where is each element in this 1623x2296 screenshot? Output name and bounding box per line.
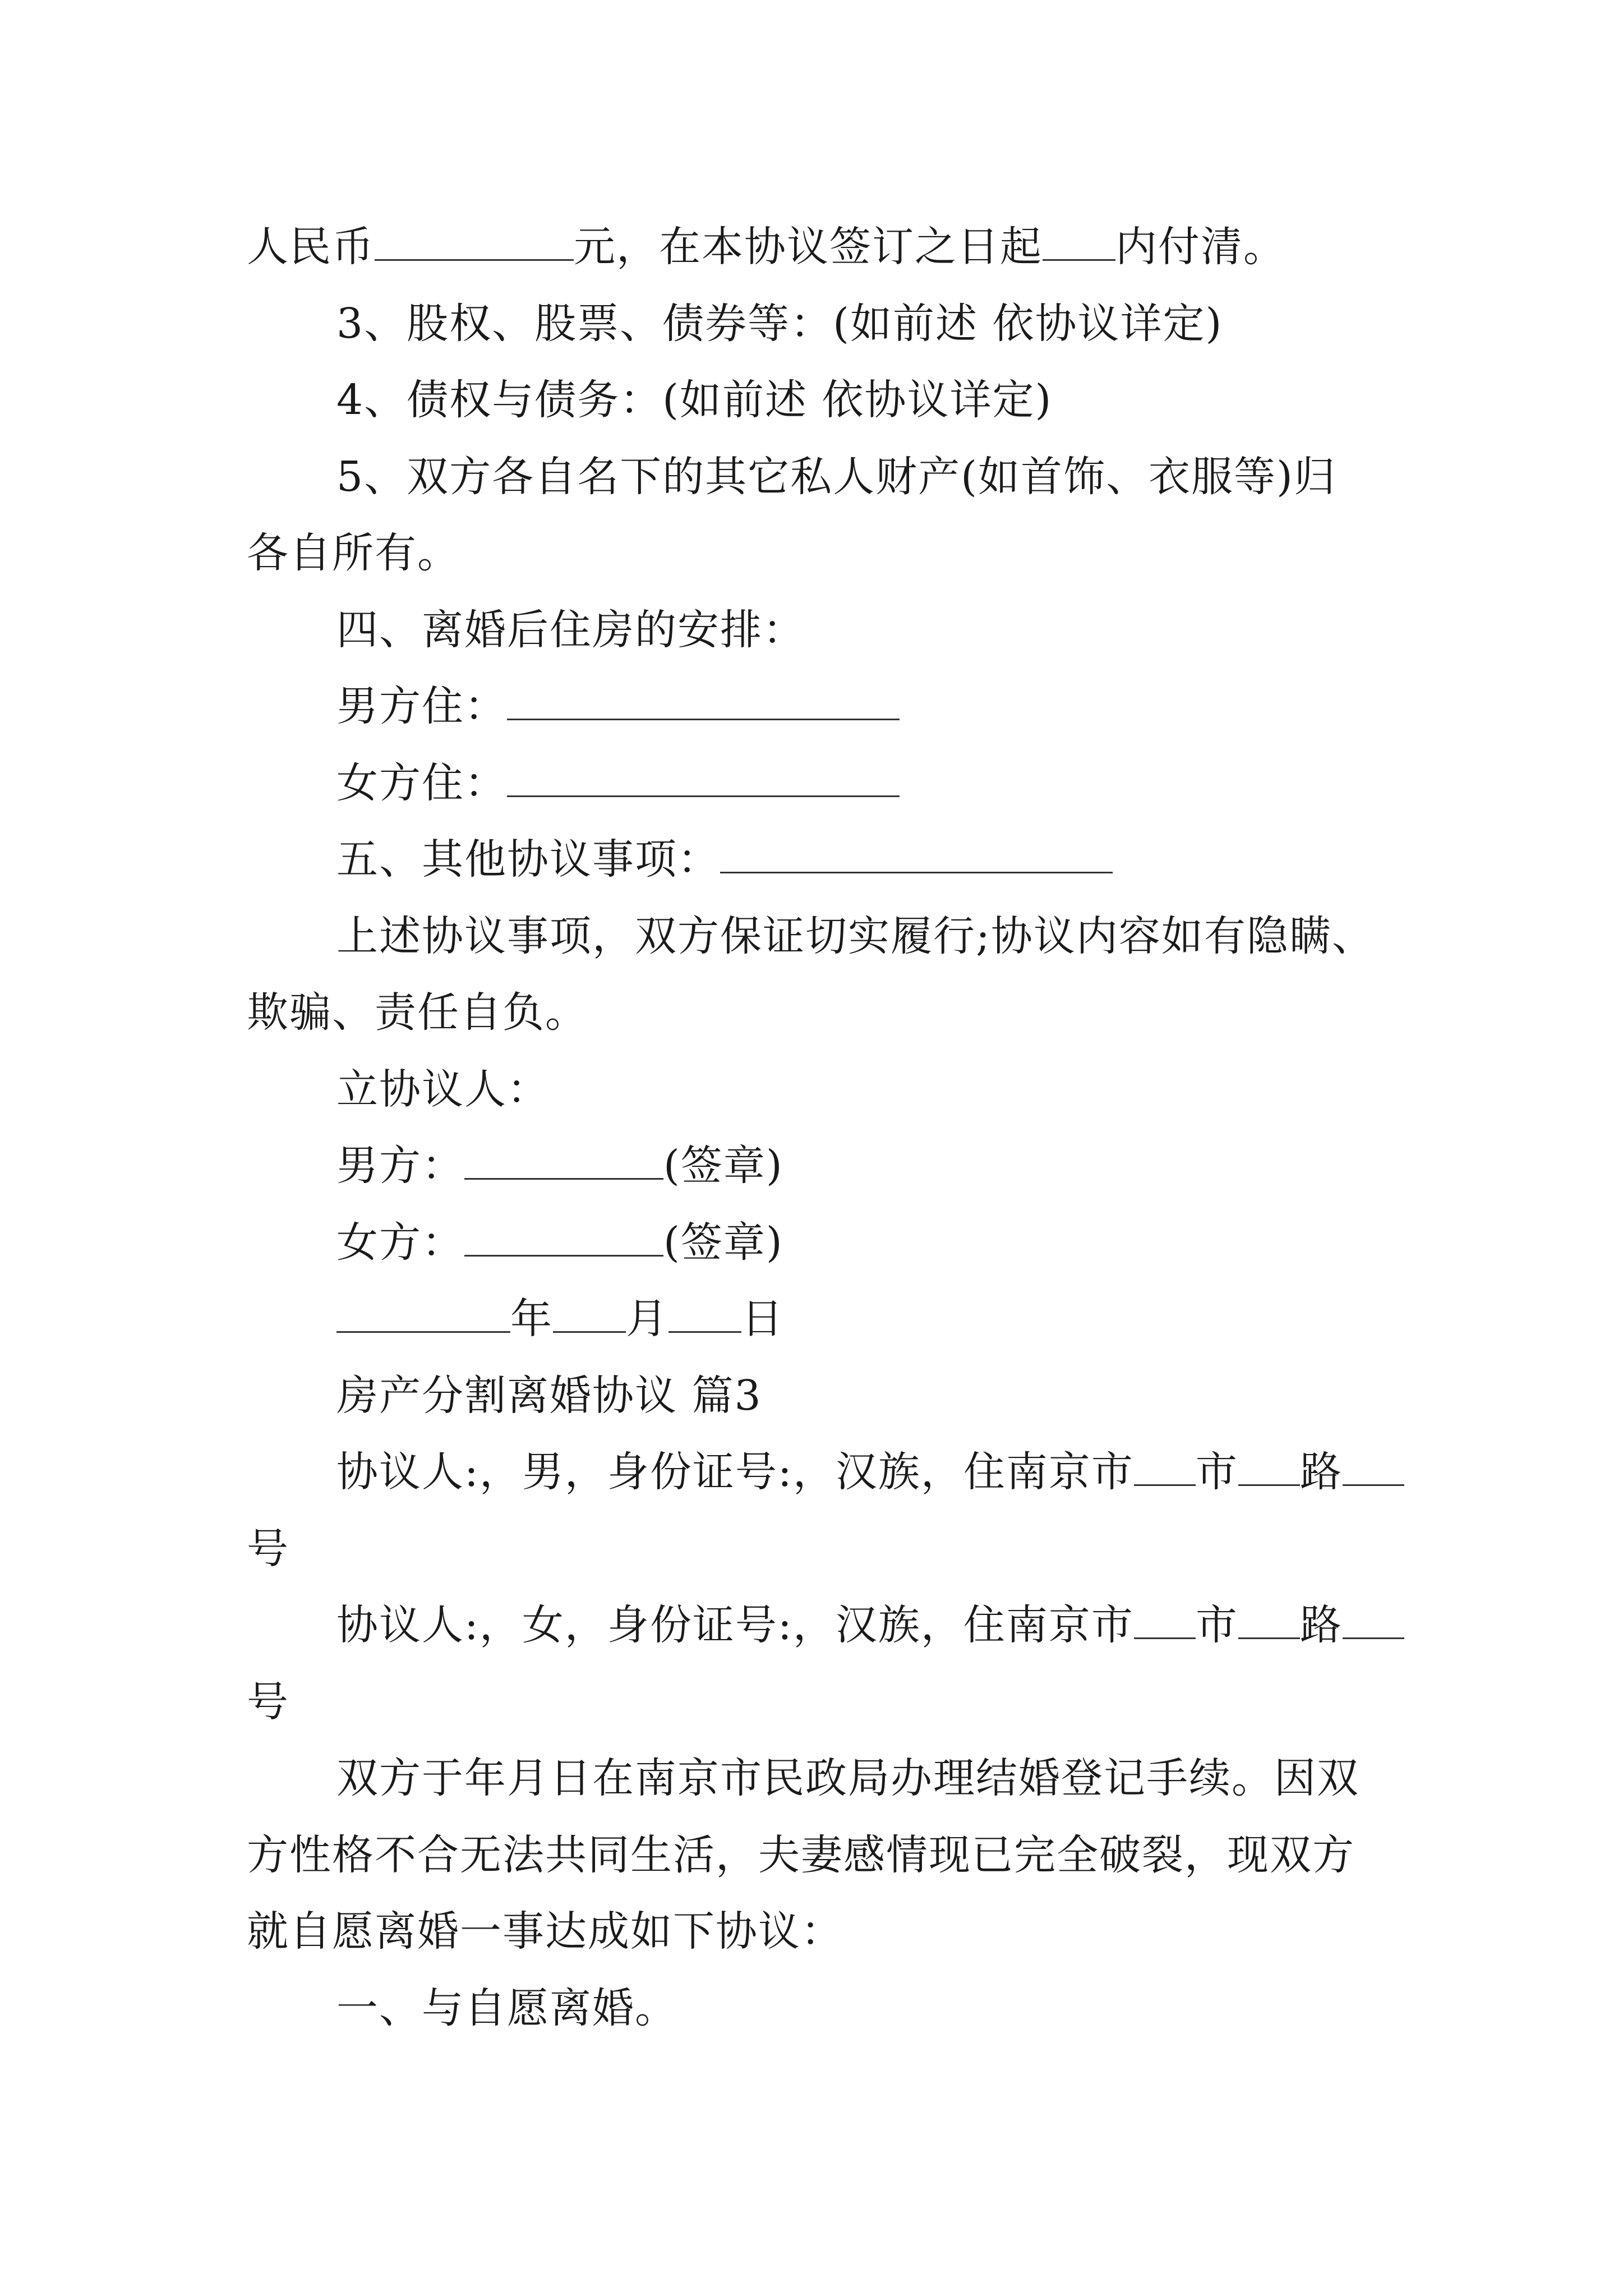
text-line: 立协议人： [336, 1065, 550, 1114]
blank-field [1238, 1604, 1300, 1639]
text-line: 上述协议事项，双方保证切实履行;协议内容如有隐瞒、 [336, 912, 1375, 960]
text-segment: 女方住： [336, 758, 507, 807]
text-segment: 路 [1299, 1601, 1343, 1649]
text-segment: 男方： [336, 1142, 464, 1190]
text-line: 号 [247, 1677, 289, 1726]
text-line: 3、股权、股票、债券等：(如前述 依协议详定) [336, 299, 1223, 348]
text-line: 各自所有。 [247, 529, 460, 577]
text-line: 5、双方各自名下的其它私人财产(如首饰、衣服等)归 [336, 452, 1336, 501]
text-segment: 内付清。 [1115, 223, 1286, 271]
text-line: 4、债权与债务：(如前述 依协议详定) [336, 376, 1053, 424]
text-segment: 路 [1299, 1448, 1343, 1496]
section-heading: 四、离婚后住房的安排： [336, 605, 805, 654]
text-segment: 人民币 [247, 223, 375, 271]
text-line [247, 1587, 1427, 1664]
text-line: 欺骗、责任自负。 [247, 988, 588, 1037]
text-line [247, 1434, 1427, 1511]
blank-field [1134, 1604, 1196, 1639]
text-segment: 男方住： [336, 682, 507, 730]
text-segment: 日 [741, 1295, 784, 1343]
blank-field [464, 1144, 663, 1180]
text-line: 号 [247, 1524, 289, 1573]
text-line [247, 668, 1427, 745]
text-segment: 市 [1195, 1601, 1238, 1649]
signature-line [247, 1128, 1427, 1204]
text-line: 方性格不合无法共同生活，夫妻感情现已完全破裂，现双方 [247, 1830, 1355, 1879]
section-heading: 一、与自愿离婚。 [336, 1984, 677, 2032]
date-line [247, 1281, 1427, 1358]
blank-field [1134, 1451, 1196, 1486]
blank-field [668, 1297, 741, 1333]
text-segment: 市 [1195, 1448, 1238, 1496]
blank-field [375, 226, 574, 261]
text-segment: 协议人:，男，身份证号:，汉族，住南京市 [336, 1448, 1134, 1496]
blank-field [553, 1297, 626, 1333]
text-segment: 女方： [336, 1218, 464, 1267]
text-segment: 五、其他协议事项： [336, 835, 720, 884]
blank-field [507, 762, 900, 797]
blank-field [1343, 1451, 1404, 1486]
text-segment: (签章) [663, 1218, 783, 1267]
text-line [247, 209, 1427, 286]
blank-field [336, 1297, 510, 1333]
text-segment: 元，在本协议签订之日起 [574, 223, 1043, 271]
text-segment: (签章) [663, 1142, 783, 1190]
document-title: 房产分割离婚协议 篇3 [336, 1371, 762, 1420]
text-line [247, 745, 1427, 822]
text-line: 就自愿离婚一事达成如下协议： [247, 1907, 843, 1955]
blank-field [720, 838, 1113, 873]
signature-line [247, 1204, 1427, 1281]
blank-field [1343, 1604, 1404, 1639]
text-line: 双方于年月日在南京市民政局办理结婚登记手续。因双 [336, 1754, 1359, 1802]
document-page [247, 209, 1427, 2046]
text-segment: 协议人:，女，身份证号:，汉族，住南京市 [336, 1601, 1134, 1649]
blank-field [507, 685, 900, 720]
blank-field [1043, 226, 1115, 261]
blank-field [1238, 1451, 1300, 1486]
section-heading [247, 821, 1427, 898]
text-segment: 年 [510, 1295, 553, 1343]
text-segment: 月 [626, 1295, 668, 1343]
blank-field [464, 1221, 663, 1257]
